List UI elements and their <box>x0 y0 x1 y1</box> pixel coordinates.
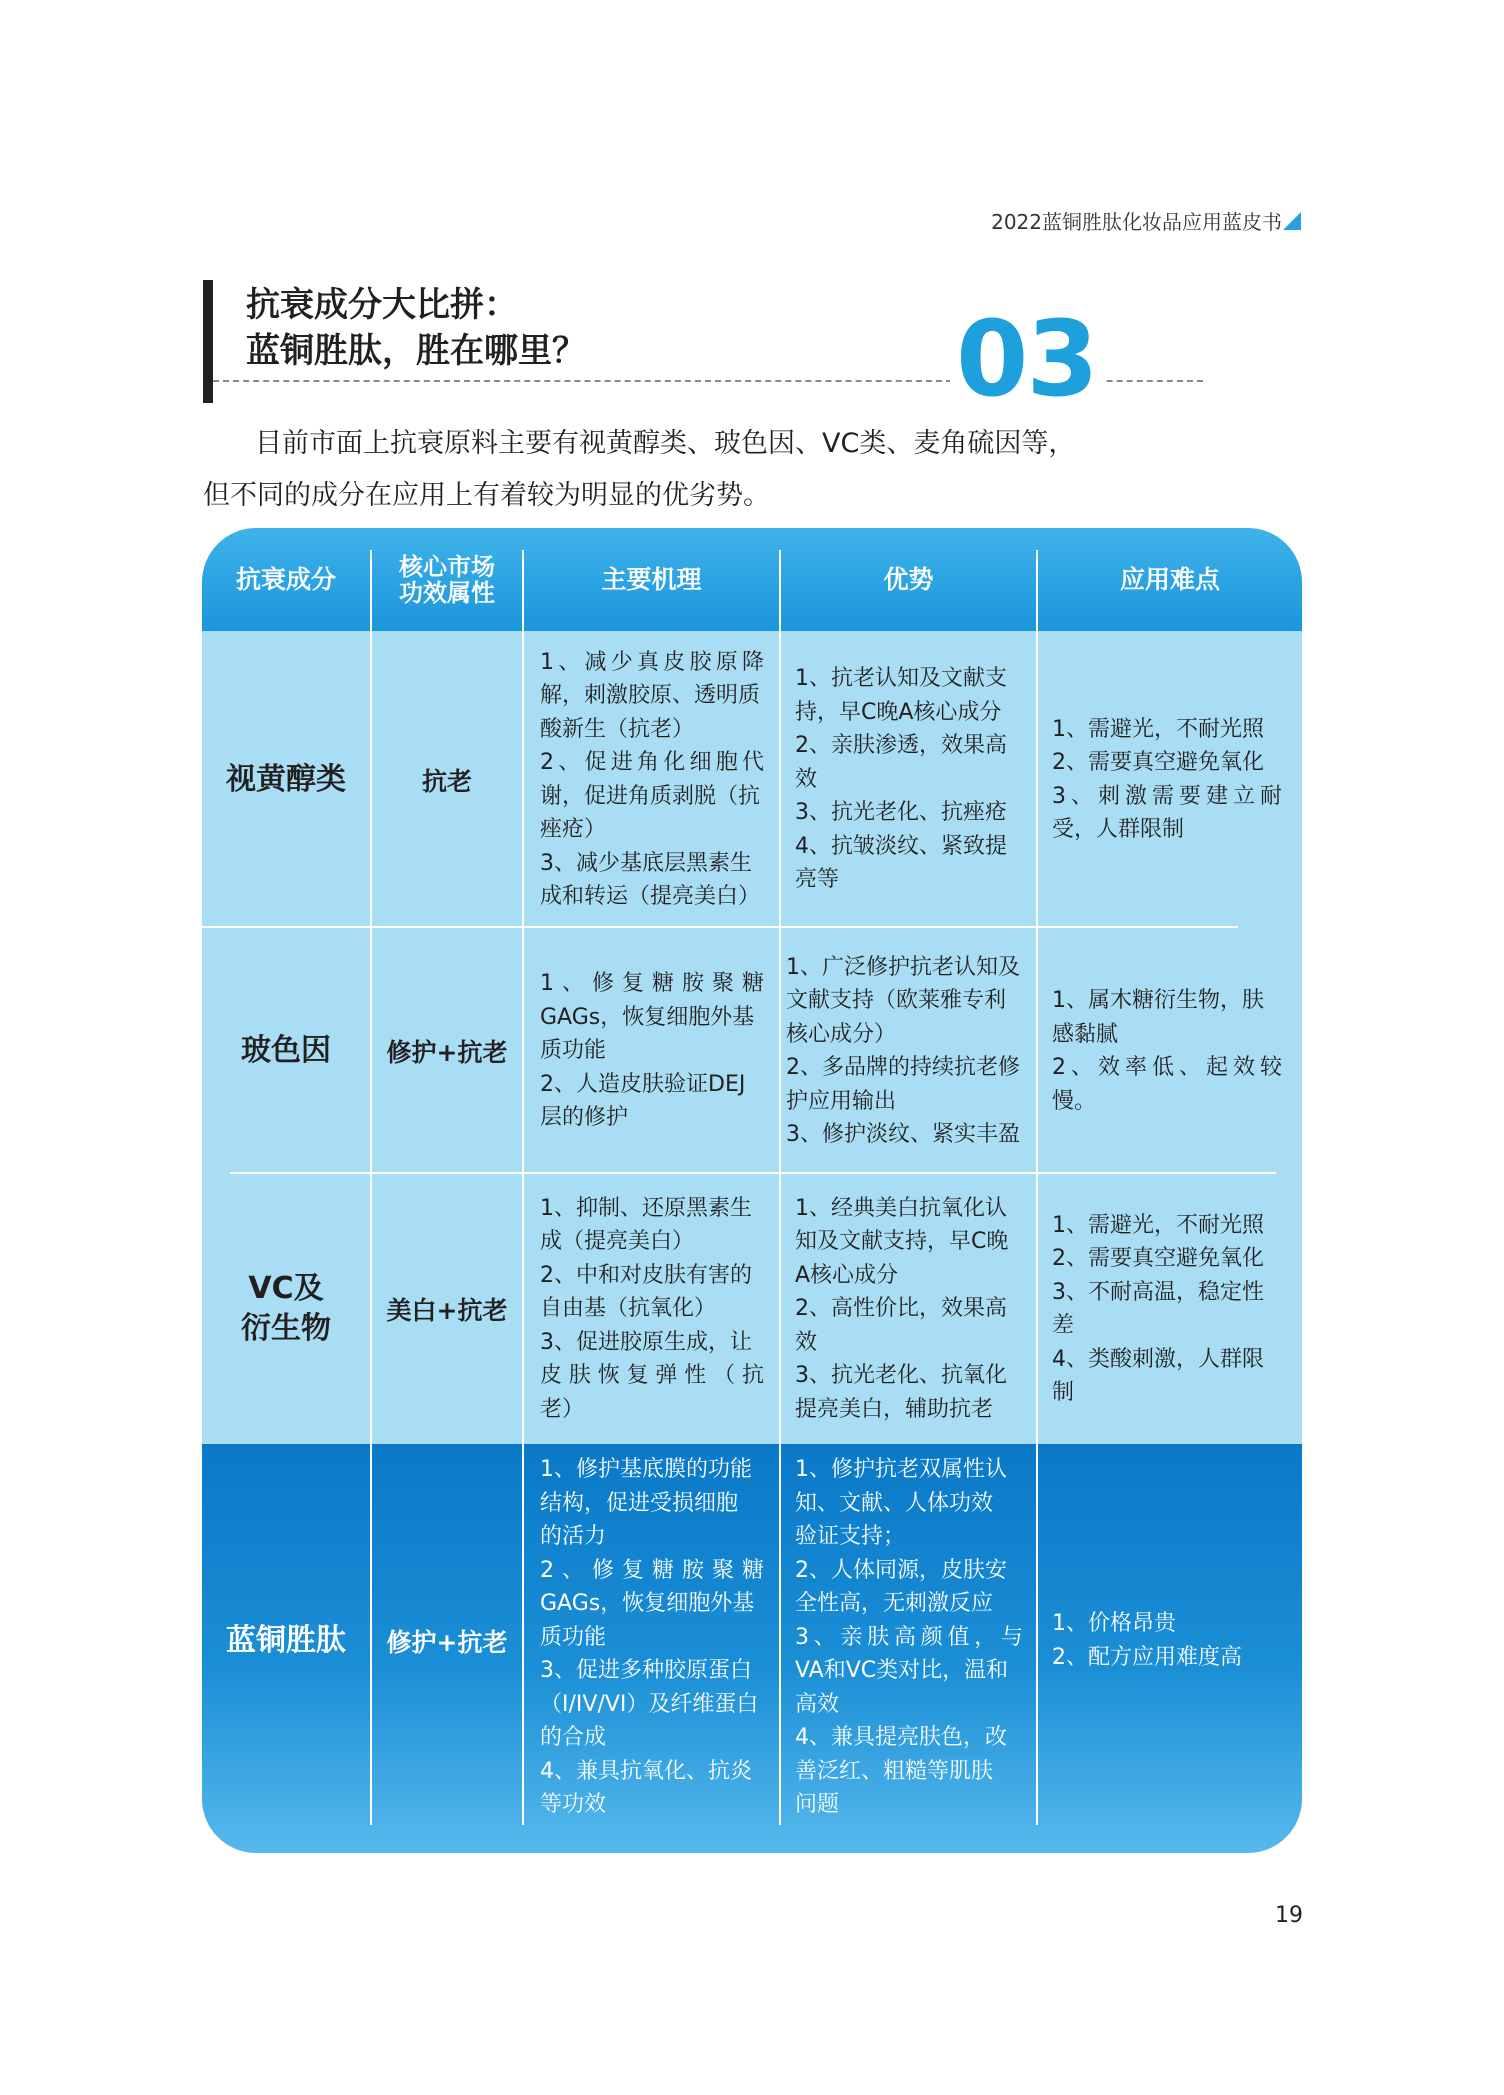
text-line: 老） <box>540 1396 585 1422</box>
text-line: 2、需要真空避免氧化 <box>1052 1246 1264 1271</box>
text-line: 3、修护淡纹、紧实丰盈 <box>786 1122 1020 1147</box>
text-line: 3、促进胶原生成，让 <box>540 1329 752 1355</box>
text-line: A核心成分 <box>795 1262 899 1288</box>
header-divider <box>370 550 372 631</box>
text-line: 成和转运（提亮美白） <box>540 884 761 909</box>
ingredient-name-line: VC及 <box>248 1271 324 1306</box>
header-attr-line-2: 功效属性 <box>399 578 495 607</box>
table-row <box>202 1174 1302 1444</box>
table-row <box>202 928 1302 1174</box>
text-line: 全性高，无刺激反应 <box>795 1591 994 1617</box>
text-line: 知及文献支持，早C晚 <box>795 1229 1009 1255</box>
mechanism-cell <box>540 631 764 928</box>
ingredient-attr: 美白+抗老 <box>386 1296 508 1325</box>
text-line: 解，刺激胶原、透明质 <box>540 683 761 708</box>
column-divider <box>779 631 781 928</box>
text-line: 1、需避光，不耐光照 <box>1052 716 1264 742</box>
text-line: 亮等 <box>795 867 840 893</box>
text-line: 3、促进多种胶原蛋白 <box>540 1658 752 1684</box>
column-divider <box>1036 1444 1038 1825</box>
difficulty-cell <box>1052 1174 1282 1444</box>
running-header-title: 2022蓝铜胜肽化妆品应用蓝皮书 <box>991 210 1282 234</box>
ingredient-name <box>202 1436 370 1845</box>
header-attr <box>372 528 522 631</box>
advantage-cell <box>786 928 1032 1174</box>
ingredient-attr: 抗老 <box>421 766 472 796</box>
table-row <box>202 631 1302 928</box>
text-line: 1、需避光，不耐光照 <box>1052 1212 1264 1238</box>
text-line: 1、修护基底膜的功能 <box>540 1457 752 1483</box>
text-line: 文献支持（欧莱雅专利 <box>786 988 1007 1013</box>
text-line: 1、价格昂贵 <box>1052 1611 1176 1636</box>
ingredient-attr: 修护+抗老 <box>386 1627 508 1657</box>
text-line: 3、亲肤高颜值，与 <box>795 1624 1023 1650</box>
text-line: 等功效 <box>540 1792 607 1818</box>
text-line: 感黏腻 <box>1052 1021 1119 1047</box>
column-divider <box>522 1174 524 1444</box>
text-line: 3、减少基底层黑素生 <box>540 850 752 876</box>
text-line: 1、属木糖衍生物，肤 <box>1052 988 1264 1013</box>
text-line: 2、中和对皮肤有害的 <box>540 1262 752 1288</box>
difficulty-cell <box>1052 631 1282 928</box>
text-line: VA和VC类对比，温和 <box>795 1658 1009 1684</box>
text-line: 2、人造皮肤验证DEJ <box>540 1071 746 1097</box>
ingredient-name <box>202 1174 370 1444</box>
text-line: 2、效率低、起效较 <box>1052 1055 1282 1080</box>
text-line: 验证支持； <box>795 1524 906 1550</box>
text-line: 成（提亮美白） <box>540 1229 695 1255</box>
text-line: 3、不耐高温，稳定性 <box>1052 1279 1264 1305</box>
mechanism-cell <box>540 1174 764 1444</box>
text-line: GAGs，恢复细胞外基 <box>540 1591 755 1617</box>
intro-line-1: 目前市面上抗衰原料主要有视黄醇类、玻色因、VC类、麦角硫因等， <box>255 428 1076 459</box>
text-line: 自由基（抗氧化） <box>540 1296 717 1322</box>
section-title-line-2: 蓝铜胜肽，胜在哪里？ <box>246 331 586 371</box>
mechanism-cell <box>540 1450 764 1825</box>
text-line: 1、修护抗老双属性认 <box>795 1457 1007 1483</box>
text-line: 结构，促进受损细胞 <box>540 1490 739 1516</box>
advantage-cell <box>795 1450 1023 1825</box>
text-line: 2、高性价比，效果高 <box>795 1296 1007 1322</box>
text-line: 持，早C晚A核心成分 <box>795 699 1002 725</box>
text-line: 1、广泛修护抗老认知及 <box>786 954 1020 980</box>
column-divider <box>522 631 524 928</box>
header-mechanism: 主要机理 <box>601 564 702 594</box>
ingredient-name-line: 视黄醇类 <box>226 761 346 797</box>
page-number: 19 <box>1275 1903 1303 1928</box>
text-line: 4、兼具抗氧化、抗炎 <box>540 1758 752 1784</box>
text-line: 护应用输出 <box>786 1088 897 1114</box>
column-divider <box>522 928 524 1174</box>
text-line: 痤疮） <box>540 817 607 842</box>
column-divider <box>779 1174 781 1444</box>
text-line: 问题 <box>795 1792 840 1818</box>
table-row-highlighted <box>202 1444 1302 1853</box>
text-line: 1、抗老认知及文献支 <box>795 666 1007 692</box>
header-divider <box>1036 550 1038 631</box>
text-line: 知、文献、人体功效 <box>795 1490 994 1516</box>
mechanism-cell <box>540 928 764 1174</box>
difficulty-cell <box>1052 928 1282 1174</box>
text-line: 高效 <box>795 1691 840 1717</box>
section-title <box>246 282 586 374</box>
ingredient-name <box>202 928 370 1174</box>
section-title-line-1: 抗衰成分大比拼： <box>246 285 518 325</box>
text-line: 2、多品牌的持续抗老修 <box>786 1055 1020 1080</box>
text-line: 酸新生（抗老） <box>540 716 695 742</box>
text-line: 皮肤恢复弹性（抗 <box>540 1363 764 1389</box>
text-line: 2、亲肤渗透，效果高 <box>795 733 1007 759</box>
header-attr-line-1: 核心市场 <box>399 552 495 581</box>
text-line: 3、抗光老化、抗痤疮 <box>795 800 1007 826</box>
ingredient-name <box>202 631 370 928</box>
column-divider <box>1036 1174 1038 1444</box>
text-line: 差 <box>1052 1313 1075 1338</box>
text-line: （I/IV/VI）及纤维蛋白 <box>540 1691 759 1717</box>
text-line: 2、修复糖胺聚糖 <box>540 1557 764 1583</box>
column-divider <box>779 928 781 1174</box>
advantage-cell <box>795 1174 1023 1444</box>
advantage-cell <box>795 631 1023 928</box>
text-line: 提亮美白，辅助抗老 <box>795 1396 994 1422</box>
intro-paragraph <box>203 418 1103 522</box>
text-line: 效 <box>795 1329 818 1355</box>
ingredient-attr: 修护+抗老 <box>386 1038 508 1067</box>
header-divider <box>522 550 524 631</box>
text-line: 2、促进角化细胞代 <box>540 750 764 775</box>
text-line: 慢。 <box>1052 1088 1097 1114</box>
header-difficulty: 应用难点 <box>1119 564 1220 594</box>
text-line: 的合成 <box>540 1725 607 1751</box>
text-line: GAGs，恢复细胞外基 <box>540 1004 755 1030</box>
text-line: 质功能 <box>540 1624 607 1650</box>
section-number: 03 <box>950 304 1103 414</box>
text-line: 受，人群限制 <box>1052 817 1185 842</box>
text-line: 1、抑制、还原黑素生 <box>540 1195 752 1221</box>
header-triangle-icon <box>1283 212 1301 230</box>
header-divider <box>779 550 781 631</box>
text-line: 2、人体同源，皮肤安 <box>795 1557 1007 1583</box>
intro-line-2: 但不同的成分在应用上有着较为明显的优劣势。 <box>203 480 770 511</box>
text-line: 1、减少真皮胶原降 <box>540 649 764 675</box>
text-line: 4、抗皱淡纹、紧致提 <box>795 833 1007 859</box>
text-line: 1、修复糖胺聚糖 <box>540 971 764 997</box>
text-line: 4、类酸刺激，人群限 <box>1052 1346 1264 1372</box>
text-line: 核心成分） <box>786 1021 897 1047</box>
text-line: 1、经典美白抗氧化认 <box>795 1195 1007 1221</box>
ingredient-name-line: 衍生物 <box>241 1311 331 1346</box>
column-divider <box>779 1444 781 1825</box>
section-accent-bar <box>203 280 213 403</box>
text-line: 层的修护 <box>540 1105 629 1131</box>
text-line: 2、需要真空避免氧化 <box>1052 750 1264 775</box>
text-line: 4、兼具提亮肤色，改 <box>795 1725 1007 1751</box>
text-line: 2、配方应用难度高 <box>1052 1644 1242 1670</box>
table-header-row <box>202 528 1302 631</box>
text-line: 谢，促进角质剥脱（抗 <box>540 783 761 809</box>
column-divider <box>1036 631 1038 928</box>
column-divider <box>522 1444 524 1825</box>
text-line: 3、刺激需要建立耐 <box>1052 783 1282 809</box>
text-line: 3、抗光老化、抗氧化 <box>795 1363 1007 1389</box>
text-line: 制 <box>1052 1380 1075 1405</box>
difficulty-cell <box>1052 1436 1282 1845</box>
text-line: 的活力 <box>540 1524 607 1550</box>
column-divider <box>1036 928 1038 1174</box>
ingredient-name-line: 蓝铜胜肽 <box>226 1622 346 1658</box>
ingredient-name-line: 玻色因 <box>241 1033 331 1068</box>
header-ingredient: 抗衰成分 <box>235 564 336 594</box>
text-line: 质功能 <box>540 1038 607 1064</box>
header-advantage: 优势 <box>883 564 934 594</box>
text-line: 善泛红、粗糙等肌肤 <box>795 1758 994 1784</box>
text-line: 效 <box>795 766 818 792</box>
comparison-table <box>202 528 1302 1853</box>
